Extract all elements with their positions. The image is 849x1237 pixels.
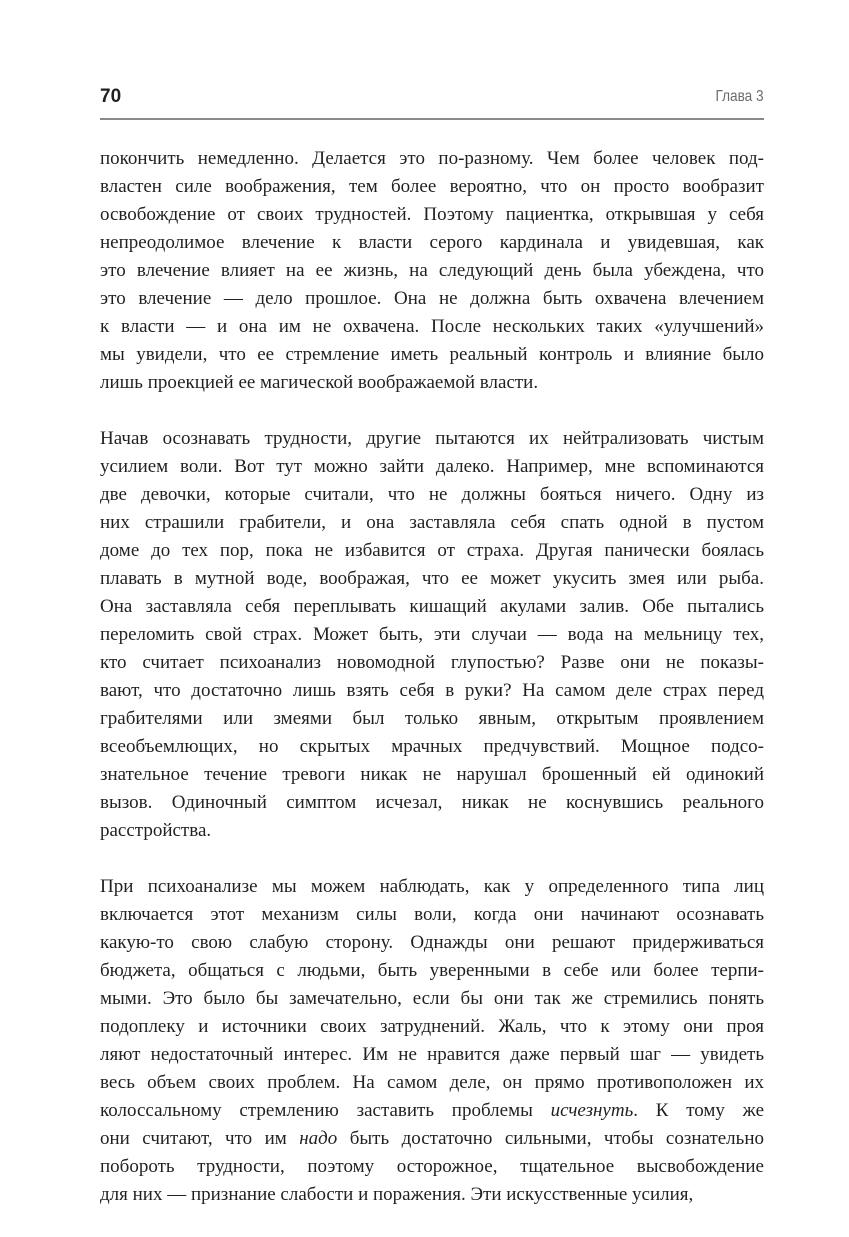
text-line: покончить немедленно. Делается это по-разному. Чем более человек под- [100,148,764,169]
text-line: это влечение — дело прошлое. Она не должна быть охвачена влечением [100,288,764,309]
text-line [100,1125,764,1153]
text-line: При психоанализе мы можем наблюдать, как у определенного типа лиц [100,876,764,897]
text-line: это влечение влияет на ее жизнь, на следующий день была убеждена, что [100,260,764,281]
text-line: ляют недостаточный интерес. Им не нравится даже первый шаг — увидеть [100,1044,764,1065]
text-line: для них — признание слабости и поражения. Эти искусственные усилия, [100,1184,694,1205]
paragraph [100,425,764,845]
text-segment: колоссальному стремлению заставить проблемы [100,1100,551,1121]
text-line: усилием воли. Вот тут можно зайти далеко. Например, мне вспоминаются [100,456,764,477]
text-line: бюджета, общаться с людьми, быть уверенными в себе или более терпи- [100,960,764,981]
page-number: 70 [100,86,122,107]
text-line: знательное течение тревоги никак не нарушал брошенный ей одинокий [100,764,764,785]
running-header [100,86,764,116]
text-line: расстройства. [100,820,212,841]
text-line: мы увидели, что ее стремление иметь реальный контроль и влияние было [100,344,764,365]
chapter-title: Глава 3 [715,88,764,105]
text-line: властен силе воображения, тем более вероятно, что он просто вообразит [100,176,764,197]
text-segment: быть достаточно сильными, чтобы сознательно [337,1128,765,1149]
text-line: непреодолимое влечение к власти серого кардинала и увидевшая, как [100,232,764,253]
text-line: какую-то свою слабую сторону. Однажды они решают придерживаться [100,932,764,953]
text-line: всеобъемлющих, но скрытых мрачных предчувствий. Мощное подсо- [100,736,764,757]
text-line: включается этот механизм силы воли, когда они начинают осознавать [100,904,764,925]
italic-emphasis: надо [299,1128,338,1149]
text-line: грабителями или змеями был только явным, открытым проявлением [100,708,764,729]
text-line: побороть трудности, поэтому осторожное, тщательное высвобождение [100,1156,764,1177]
text-segment: . К тому же [633,1100,764,1121]
text-line: подоплеку и источники своих затруднений. Жаль, что к этому они проя [100,1016,764,1037]
text-line: Начав осознавать трудности, другие пытаются их нейтрализовать чистым [100,428,764,449]
text-line: вают, что достаточно лишь взять себя в руки? На самом деле страх перед [100,680,764,701]
text-line: плавать в мутной воде, воображая, что ее может укусить змея или рыба. [100,568,764,589]
text-line: Она заставляла себя переплывать кишащий акулами залив. Обе пытались [100,596,764,617]
text-line: доме до тех пор, пока не избавится от страха. Другая панически боялась [100,540,764,561]
body-text [100,145,764,1237]
text-line: две девочки, которые считали, что не должны бояться ничего. Одну из [100,484,764,505]
paragraph [100,145,764,397]
text-line: них страшили грабители, и она заставляла себя спать одной в пустом [100,512,764,533]
text-line: вызов. Одиночный симптом исчезал, никак не коснувшись реального [100,792,764,813]
text-line: лишь проекцией ее магической воображаемой власти. [100,372,539,393]
paragraph [100,873,764,1209]
text-line: освобождение от своих трудностей. Поэтому пациентка, открывшая у себя [100,204,764,225]
text-line: переломить свой страх. Может быть, эти случаи — вода на мельницу тех, [100,624,764,645]
text-line: мыми. Это было бы замечательно, если бы они так же стремились понять [100,988,764,1009]
text-line: к власти — и она им не охвачена. После нескольких таких «улучшений» [100,316,764,337]
italic-emphasis: исчезнуть [550,1100,634,1121]
text-line: весь объем своих проблем. На самом деле, он прямо противоположен их [100,1072,764,1093]
header-rule [100,118,764,120]
text-segment: они считают, что им [100,1128,300,1149]
text-line: кто считает психоанализ новомодной глупостью? Разве они не показы- [100,652,764,673]
text-line [100,1097,764,1125]
